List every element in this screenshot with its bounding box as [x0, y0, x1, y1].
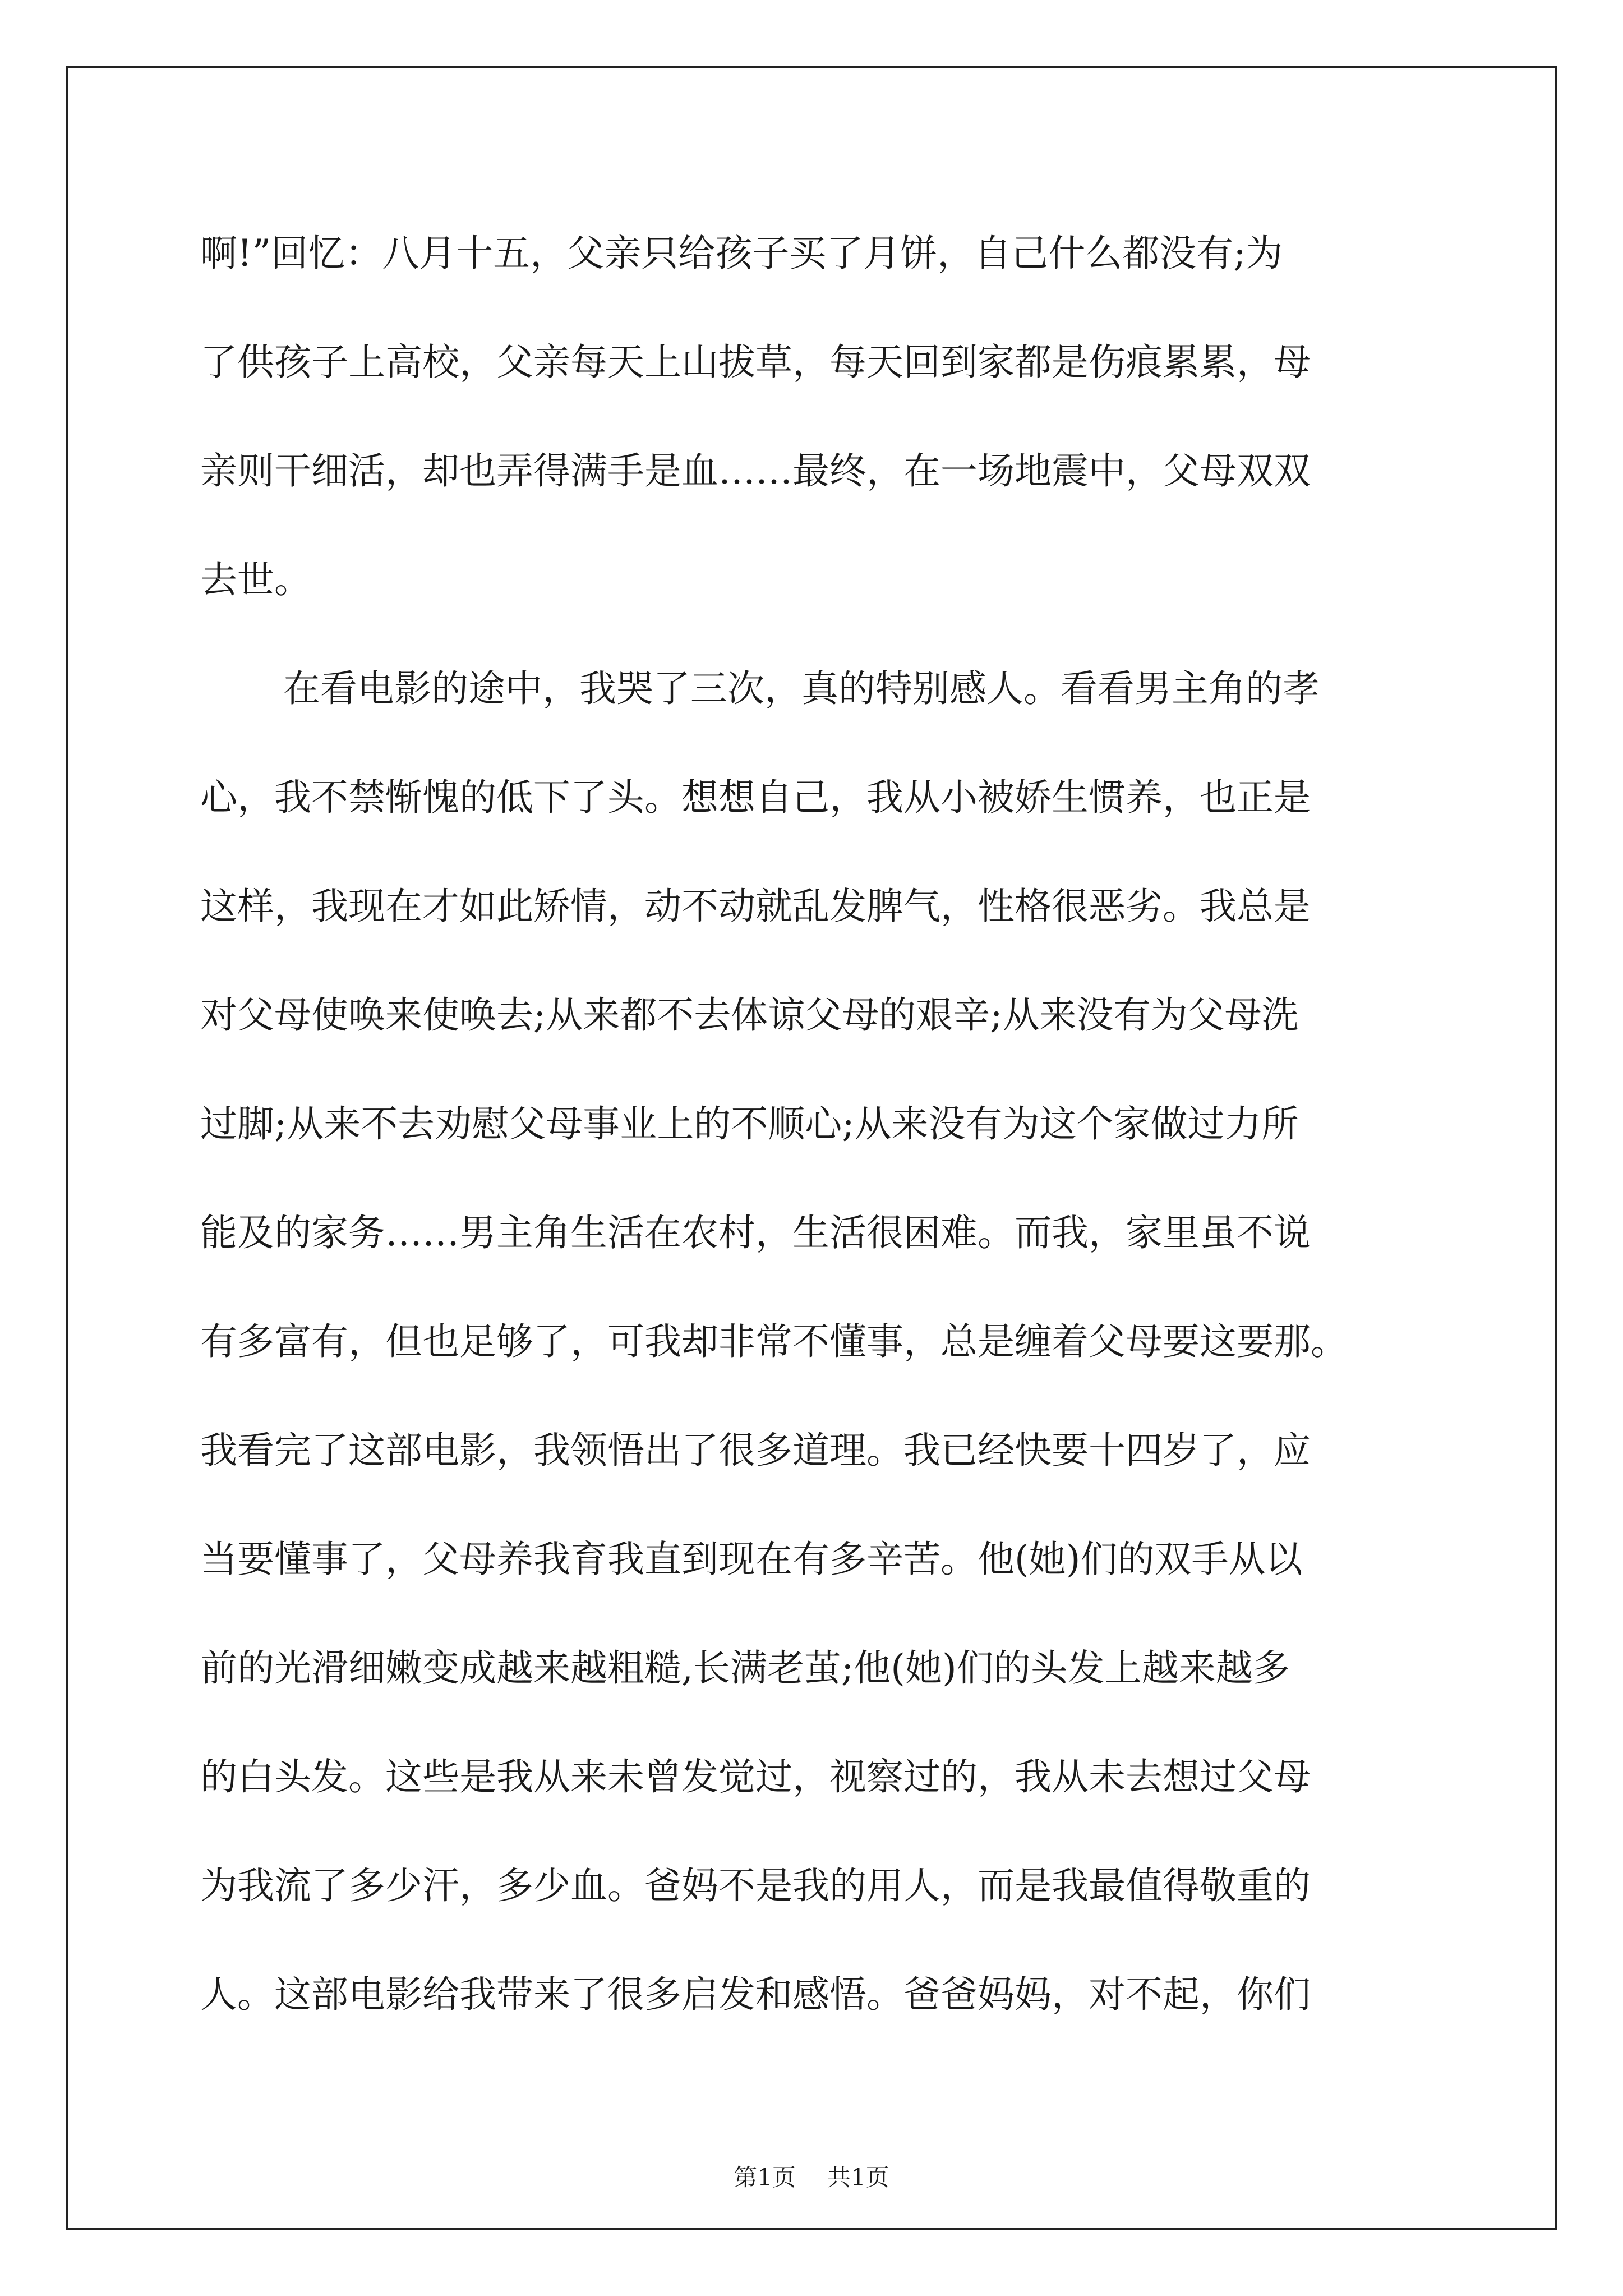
- page-footer: [0, 2161, 1623, 2194]
- text-line: 啊!”回忆：八月十五，父亲只给孩子买了月饼，自己什么都没有;为: [200, 232, 1283, 275]
- text-line: 前的光滑细嫩变成越来越粗糙,长满老茧;他(她)们的头发上越来越多: [200, 1646, 1290, 1690]
- text-line: 有多富有，但也足够了，可我却非常不懂事，总是缠着父母要这要那。: [200, 1320, 1348, 1363]
- text-line: 人。这部电影给我带来了很多启发和感悟。爸爸妈妈，对不起，你们: [200, 1973, 1311, 2016]
- text-line: 当要懂事了，父母养我育我直到现在有多辛苦。他(她)们的双手从以: [200, 1538, 1303, 1581]
- text-line: 为我流了多少汗，多少血。爸妈不是我的用人，而是我最值得敬重的: [200, 1864, 1311, 1907]
- document-body: [200, 216, 1434, 2066]
- page-number-total: 共1页: [827, 2164, 889, 2191]
- text-line: 对父母使唤来使唤去;从来都不去体谅父母的艰辛;从来没有为父母洗: [200, 993, 1299, 1037]
- text-line: 这样，我现在才如此矫情，动不动就乱发脾气，性格很恶劣。我总是: [200, 885, 1311, 928]
- page-number-current: 第1页: [734, 2164, 796, 2191]
- text-line: 过脚;从来不去劝慰父母事业上的不顺心;从来没有为这个家做过力所: [200, 1102, 1299, 1145]
- text-line: 能及的家务……男主角生活在农村，生活很困难。而我，家里虽不说: [200, 1211, 1311, 1254]
- paragraph-first-line: 在看电影的途中，我哭了三次，真的特别感人。看看男主角的孝: [283, 667, 1320, 710]
- text-line: 去世。: [200, 558, 311, 601]
- text-line: 我看完了这部电影，我领悟出了很多道理。我已经快要十四岁了，应: [200, 1429, 1311, 1472]
- text-line: 心，我不禁惭愧的低下了头。想想自己，我从小被娇生惯养，也正是: [200, 776, 1311, 819]
- text-line: 亲则干细活，却也弄得满手是血……最终，在一场地震中，父母双双: [200, 449, 1311, 493]
- text-line: 的白头发。这些是我从来未曾发觉过，视察过的，我从未去想过父母: [200, 1755, 1311, 1798]
- text-line: 了供孩子上高校，父亲每天上山拔草，每天回到家都是伤痕累累，母: [200, 341, 1311, 384]
